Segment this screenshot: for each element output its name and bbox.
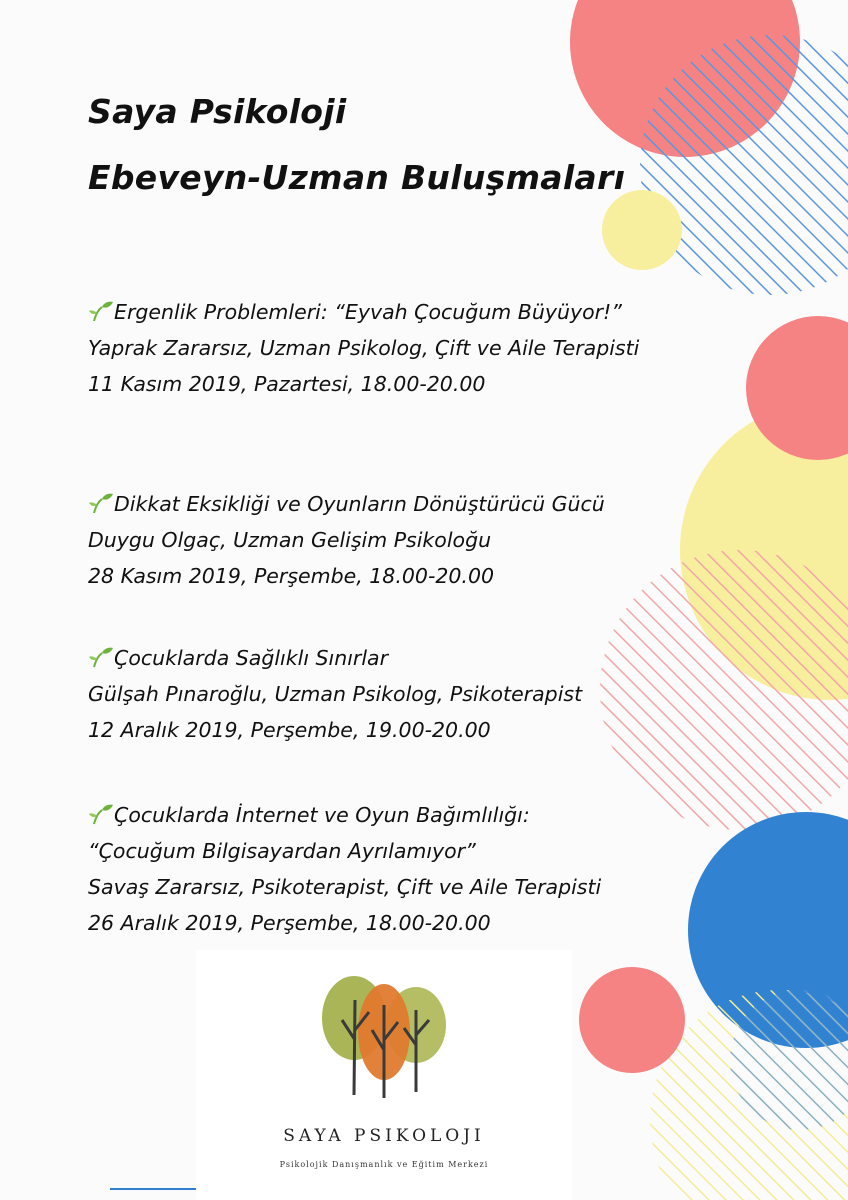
yellow-circle-small <box>602 190 682 270</box>
event-topic <box>88 640 698 676</box>
event-topic-text: Dikkat Eksikliği ve Oyunların Dönüştürücü Gücü <box>114 492 605 516</box>
page-title-line1: Saya Psikoloji <box>88 92 347 131</box>
event-topic-text: Çocuklarda İnternet ve Oyun Bağımlılığı: <box>114 803 530 827</box>
sprout-icon <box>88 300 114 322</box>
event-datetime: 12 Aralık 2019, Perşembe, 19.00-20.00 <box>88 718 491 742</box>
bottom-divider <box>110 1188 196 1190</box>
logo-tagline: Psikolojik Danışmanlık ve Eğitim Merkezi <box>279 1160 489 1169</box>
event-speaker: Gülşah Pınaroğlu, Uzman Psikolog, Psikoterapist <box>88 682 583 706</box>
event-speaker: Savaş Zararsız, Psikoterapist, Çift ve Aile Terapisti <box>88 875 602 899</box>
sprout-icon <box>88 492 114 514</box>
page-title-line2: Ebeveyn-Uzman Buluşmaları <box>88 158 626 197</box>
sprout-icon <box>88 803 114 825</box>
event-datetime: 26 Aralık 2019, Perşembe, 18.00-20.00 <box>88 911 491 935</box>
event-topic <box>88 486 698 522</box>
event-item <box>88 797 698 941</box>
event-subtitle: “Çocuğum Bilgisayardan Ayrılamıyor” <box>88 839 476 863</box>
logo-card <box>196 950 572 1200</box>
event-topic-text: Çocuklarda Sağlıklı Sınırlar <box>114 646 389 670</box>
event-datetime: 11 Kasım 2019, Pazartesi, 18.00-20.00 <box>88 372 486 396</box>
event-item <box>88 486 698 594</box>
event-item <box>88 640 698 748</box>
trees-logo-icon <box>314 970 454 1100</box>
event-item <box>88 294 698 402</box>
event-speaker: Yaprak Zararsız, Uzman Psikolog, Çift ve Aile Terapisti <box>88 336 640 360</box>
sprout-icon <box>88 646 114 668</box>
event-topic <box>88 797 698 833</box>
event-speaker: Duygu Olgaç, Uzman Gelişim Psikoloğu <box>88 528 492 552</box>
event-datetime: 28 Kasım 2019, Perşembe, 18.00-20.00 <box>88 564 495 588</box>
event-topic <box>88 294 698 330</box>
coral-circle-bottom <box>579 967 685 1073</box>
event-topic-text: Ergenlik Problemleri: “Eyvah Çocuğum Büyüyor!” <box>114 300 622 324</box>
logo-brand-name: SAYA PSIKOLOJI <box>283 1126 485 1146</box>
